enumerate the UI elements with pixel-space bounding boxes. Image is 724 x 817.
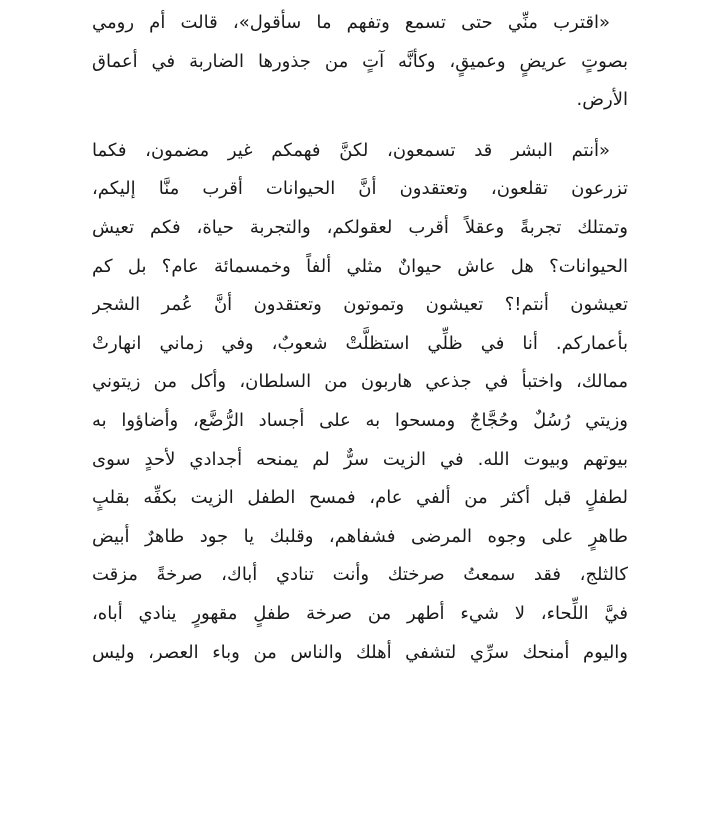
text-line: «أنتم البشر قد تسمعون، لكنَّ فهمكم غير مضمون، فكما [92, 139, 610, 161]
text-line: تعيشون أنتم!؟ تعيشون وتموتون وتعتقدون أنَّ عُمر الشجر [92, 294, 628, 316]
text-line: واليوم أمنحك سرِّي لتشفي أهلك والناس من وباء العصر، وليس [92, 641, 628, 663]
text-line: بأعماركم. أنا في ظلِّي استظلَّتْ شعوبٌ، وفي زماني انهارتْ [92, 332, 628, 354]
text-line: بيوتهم وبيوت الله. في الزيت سرٌّ لم يمنحه أجدادي لأحدٍ سوى [92, 448, 628, 470]
text-line: الحيوانات؟ هل عاش حيوانٌ مثلي ألفاً وخمسمائة عام؟ بل كم [92, 255, 628, 277]
book-page [92, 0, 628, 817]
text-line: تزرعون تقلعون، وتعتقدون أنَّ الحيوانات أقرب منَّا إليكم، [92, 178, 628, 200]
text-line: بصوتٍ عريضٍ وعميقٍ، وكأنَّه آتٍ من جذورها الضاربة في أعماق [92, 50, 628, 72]
paragraph-1 [92, 4, 628, 120]
text-line: طاهرٍ على وجوه المرضى فشفاهم، وقلبك يا جود طاهرٌ أبيض [92, 525, 628, 547]
text-line: ممالك، واختبأ في جذعي هاربون من السلطان، وأكل من زيتوني [92, 371, 628, 393]
text-line: كالثلج، فقد سمعتُ صرختك وأنت تنادي أباك، صرخةً مزقت [92, 564, 628, 586]
text-line: «اقترب منِّي حتى تسمع وتفهم ما سأقول»، قالت أم رومي [92, 12, 610, 33]
text-line: وتمتلك تجربةً وعقلاً أقرب لعقولكم، والتجربة حياة، فكم تعيش [92, 216, 628, 238]
text-line: وزيتي رُسُلٌ وحُجَّاجٌ ومسحوا به على أجساد الرُّضَّع، وأضاؤوا به [92, 409, 628, 431]
paragraph-2 [92, 132, 628, 672]
text-line: لطفلٍ قبل أكثر من ألفي عام، فمسح الطفل الزيت بكفِّه بقلبٍ [92, 487, 628, 509]
text-line: فيَّ اللِّحاء، لا شيء أطهر من صرخة طفلٍ مقهورٍ ينادي أباه، [92, 602, 628, 624]
text-line: الأرض. [576, 89, 628, 111]
